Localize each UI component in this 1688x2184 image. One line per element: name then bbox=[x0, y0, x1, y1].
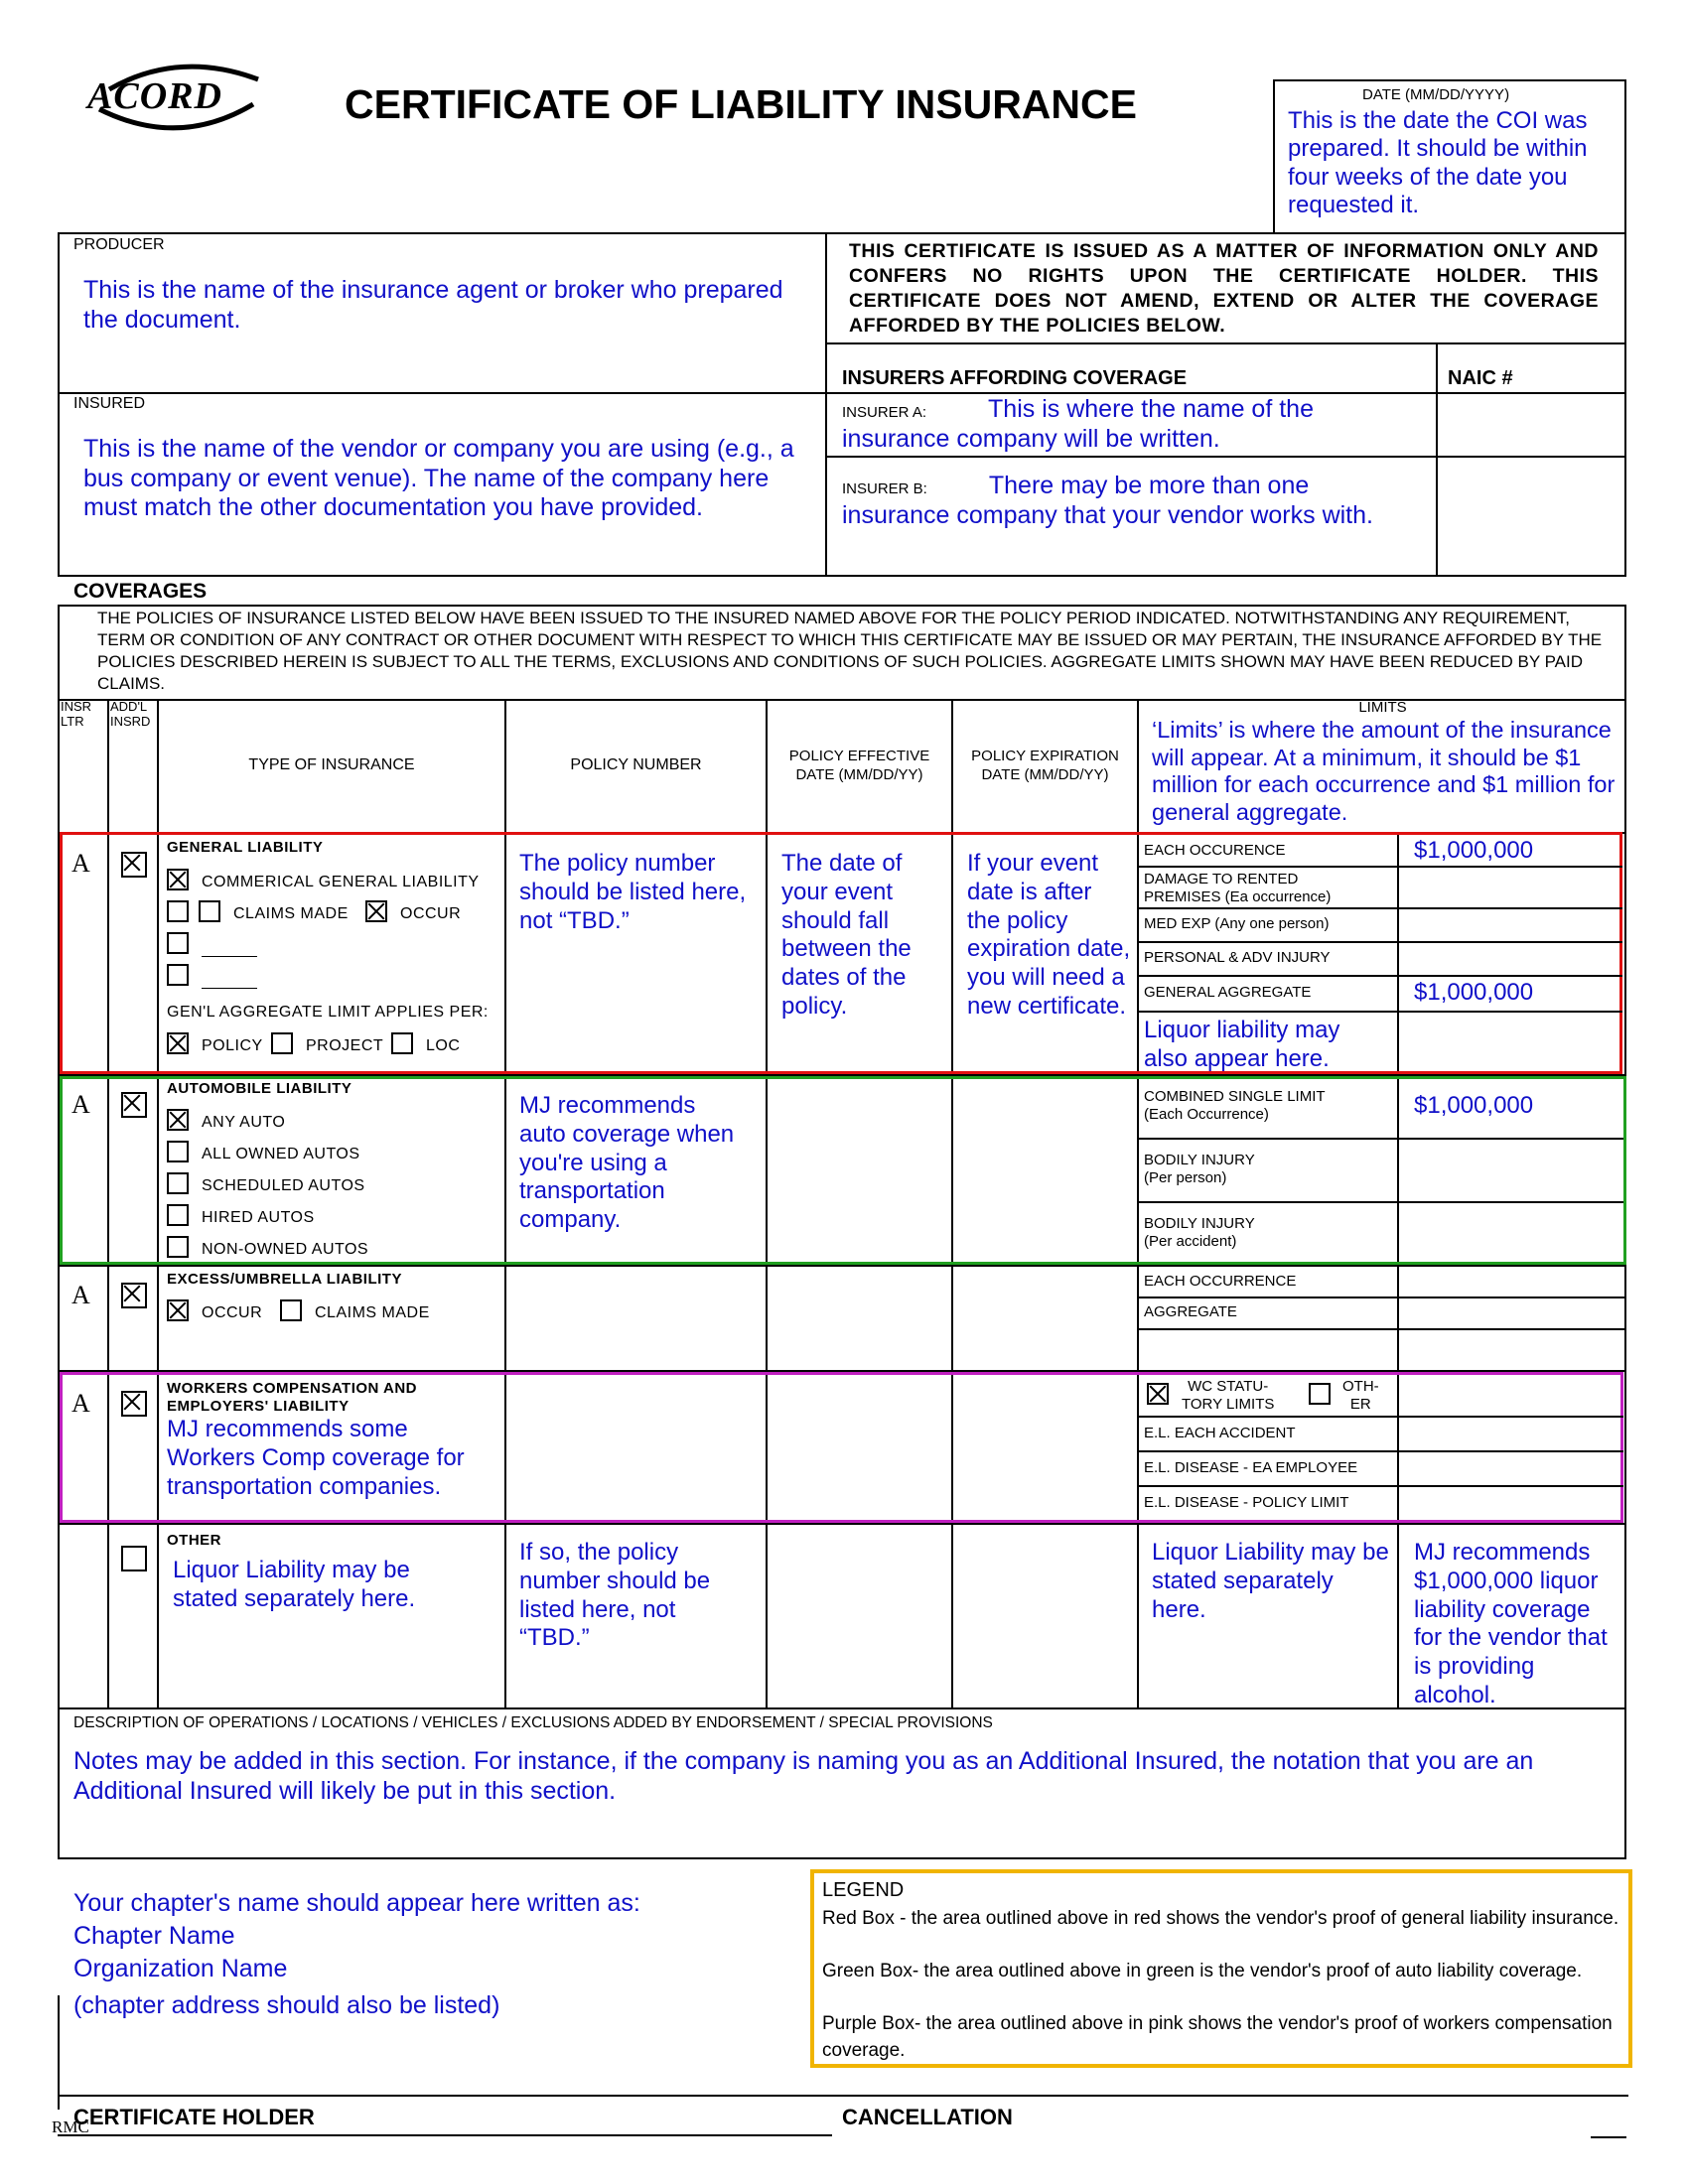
umbrella-occur-checkbox[interactable] bbox=[167, 1299, 189, 1321]
col-addl-insrd: ADD'L INSRD bbox=[110, 699, 151, 729]
holder-line-1: Your chapter's name should appear here written as: bbox=[73, 1889, 640, 1917]
col-expiration: POLICY EXPIRATION DATE (MM/DD/YY) bbox=[971, 748, 1119, 783]
other-policy-note: If so, the policy number should be listed here, not “TBD.” bbox=[519, 1539, 711, 1652]
insured-label: INSURED bbox=[73, 395, 146, 412]
insurer-a-label: INSURER A: bbox=[842, 404, 927, 421]
umbrella-insr-ltr: A bbox=[71, 1281, 90, 1309]
footer-code: RMC bbox=[52, 2117, 89, 2136]
logo-text: ACORD bbox=[87, 75, 222, 117]
gl-claims-made-label: CLAIMS MADE bbox=[233, 905, 349, 922]
coverages-heading: COVERAGES bbox=[73, 580, 208, 603]
wc-addl-checkbox[interactable] bbox=[121, 1391, 147, 1417]
other-limit-note-left: Liquor Liability may be stated separately here. bbox=[1152, 1539, 1389, 1623]
col-insr-ltr: INSR LTR bbox=[61, 699, 92, 729]
auto-hired-checkbox[interactable] bbox=[167, 1204, 189, 1226]
gl-loc-checkbox[interactable] bbox=[391, 1032, 413, 1054]
other-addl-checkbox[interactable] bbox=[121, 1546, 147, 1571]
wc-insr-ltr: A bbox=[71, 1389, 90, 1418]
gl-blank-checkbox-2[interactable] bbox=[167, 964, 189, 986]
gl-lim-med-exp: MED EXP (Any one person) bbox=[1144, 915, 1330, 932]
umbrella-claims-made-checkbox[interactable] bbox=[280, 1299, 302, 1321]
legend-red: Red Box - the area outlined above in red shows the vendor's proof of general liability insurance. bbox=[822, 1908, 1619, 1929]
auto-lim-csl-value: $1,000,000 bbox=[1414, 1092, 1534, 1119]
naic-label: NAIC # bbox=[1448, 367, 1513, 389]
umbrella-claims-made-label: CLAIMS MADE bbox=[315, 1304, 430, 1321]
auto-all-owned-label: ALL OWNED AUTOS bbox=[202, 1146, 360, 1162]
auto-any-checkbox[interactable] bbox=[167, 1109, 189, 1131]
gl-policy-label: POLICY bbox=[202, 1037, 263, 1054]
auto-scheduled-label: SCHEDULED AUTOS bbox=[202, 1177, 365, 1194]
description-note: Notes may be added in this section. For instance, if the company is naming you as an Additional Insured, the notation that you are an Additional Insured will likely be put in this section. bbox=[73, 1747, 1534, 1805]
wc-statutory-label: WC STATU- TORY LIMITS bbox=[1182, 1378, 1275, 1413]
insurer-a-note: This is where the name of the insurance company will be written. bbox=[842, 395, 1314, 453]
insured-note: This is the name of the vendor or company you are using (e.g., a bus company or event venue). The name of the company here must match the other documentation you have provided. bbox=[83, 435, 794, 521]
producer-label: PRODUCER bbox=[73, 236, 165, 253]
wc-other-label: OTH- ER bbox=[1342, 1378, 1379, 1413]
legend-green: Green Box- the area outlined above in green is the vendor's proof of auto liability coverage. bbox=[822, 1961, 1583, 1981]
wc-lim-disease-policy: E.L. DISEASE - POLICY LIMIT bbox=[1144, 1494, 1349, 1511]
gl-lim-each-occurence: EACH OCCURENCE bbox=[1144, 842, 1286, 859]
legend-title: LEGEND bbox=[822, 1879, 905, 1901]
gl-addl-checkbox[interactable] bbox=[121, 852, 147, 878]
insurer-b-note: There may be more than one insurance company that your vendor works with. bbox=[842, 472, 1373, 529]
insurer-a bbox=[842, 395, 1418, 454]
auto-policy-note: MJ recommends auto coverage when you're using a transportation company. bbox=[519, 1092, 735, 1234]
auto-title: AUTOMOBILE LIABILITY bbox=[167, 1080, 352, 1097]
umbrella-lim-aggregate: AGGREGATE bbox=[1144, 1303, 1237, 1320]
auto-liability-green-box bbox=[60, 1076, 1626, 1265]
cancellation-label: CANCELLATION bbox=[842, 2105, 1013, 2129]
gl-lim-personal: PERSONAL & ADV INJURY bbox=[1144, 949, 1331, 966]
col-effective: POLICY EFFECTIVE DATE (MM/DD/YY) bbox=[788, 748, 930, 783]
umbrella-title: EXCESS/UMBRELLA LIABILITY bbox=[167, 1271, 402, 1288]
gl-effective-note: The date of your event should fall between the dates of the policy. bbox=[781, 850, 912, 1020]
wc-note: MJ recommends some Workers Comp coverage for transportation companies. bbox=[167, 1416, 465, 1500]
gl-occur-label: OCCUR bbox=[400, 905, 462, 922]
col-type: TYPE OF INSURANCE bbox=[248, 756, 415, 773]
gl-expiration-note: If your event date is after the policy expiration date, you will need a new certificate. bbox=[967, 850, 1131, 1020]
wc-lim-each-accident: E.L. EACH ACCIDENT bbox=[1144, 1425, 1296, 1441]
limits-note: ‘Limits’ is where the amount of the insurance will appear. At a minimum, it should be $1 million for each occurrence and $1 million for general aggregate. bbox=[1152, 717, 1616, 826]
legend-purple: Purple Box- the area outlined above in pink shows the vendor's proof of workers compensation coverage. bbox=[822, 2013, 1613, 2061]
gl-policy-note: The policy number should be listed here, not “TBD.” bbox=[519, 850, 747, 934]
gl-policy-checkbox[interactable] bbox=[167, 1032, 189, 1054]
date-label: DATE (MM/DD/YYYY) bbox=[1362, 86, 1510, 103]
gl-loc-label: LOC bbox=[426, 1037, 461, 1054]
gl-lim-each-occurence-value: $1,000,000 bbox=[1414, 837, 1534, 864]
auto-lim-bi-accident: BODILY INJURY (Per accident) bbox=[1144, 1215, 1255, 1250]
umbrella-occur-label: OCCUR bbox=[202, 1304, 263, 1321]
wc-statutory-checkbox[interactable] bbox=[1147, 1383, 1169, 1405]
gl-insr-ltr: A bbox=[71, 849, 90, 878]
gl-commercial-label: COMMERICAL GENERAL LIABILITY bbox=[202, 874, 480, 890]
description-label: DESCRIPTION OF OPERATIONS / LOCATIONS / VEHICLES / EXCLUSIONS ADDED BY ENDORSEMENT / SPECIAL PROVISIONS bbox=[73, 1714, 993, 1731]
other-title: OTHER bbox=[167, 1532, 221, 1549]
auto-all-owned-checkbox[interactable] bbox=[167, 1141, 189, 1162]
col-limits: LIMITS bbox=[1358, 699, 1407, 716]
auto-scheduled-checkbox[interactable] bbox=[167, 1172, 189, 1194]
insurer-b-label: INSURER B: bbox=[842, 480, 927, 497]
gl-blank-checkbox-1[interactable] bbox=[167, 932, 189, 954]
gl-claims-made-checkbox-2[interactable] bbox=[199, 900, 220, 922]
gl-project-checkbox[interactable] bbox=[271, 1032, 293, 1054]
umbrella-lim-each: EACH OCCURRENCE bbox=[1144, 1273, 1297, 1290]
coverages-notice: THE POLICIES OF INSURANCE LISTED BELOW HAVE BEEN ISSUED TO THE INSURED NAMED ABOVE FOR THE POLICY PERIOD INDICATED. NOTWITHSTANDING ANY REQUIREMENT, TERM OR CONDITION OF ANY CONTRACT OR OTHER DOCUMENT WITH RESPECT TO WHICH THIS CERTIFICATE MAY BE ISSUED OR MAY PERTAIN, THE INSURANCE AFFORDED BY THE POLICIES DESCRIBED HEREIN IS SUBJECT TO ALL THE TERMS, EXCLUSIONS AND CONDITIONS OF SUCH POLICIES. AGGREGATE LIMITS SHOWN MAY HAVE BEEN REDUCED BY PAID CLAIMS. bbox=[97, 609, 1603, 693]
gl-lim-general-aggregate-value: $1,000,000 bbox=[1414, 979, 1534, 1006]
gl-occur-checkbox[interactable] bbox=[365, 900, 387, 922]
gl-project-label: PROJECT bbox=[306, 1037, 384, 1054]
insurer-b bbox=[842, 472, 1408, 530]
auto-any-label: ANY AUTO bbox=[202, 1114, 286, 1131]
gl-aggregate-applies: GEN'L AGGREGATE LIMIT APPLIES PER: bbox=[167, 1004, 489, 1021]
gl-lim-general-aggregate: GENERAL AGGREGATE bbox=[1144, 984, 1312, 1001]
insurers-heading: INSURERS AFFORDING COVERAGE bbox=[842, 367, 1188, 389]
auto-lim-csl: COMBINED SINGLE LIMIT (Each Occurrence) bbox=[1144, 1088, 1326, 1123]
other-limit-note-right: MJ recommends $1,000,000 liquor liability coverage for the vendor that is providing alcohol. bbox=[1414, 1539, 1608, 1708]
gl-claims-made-checkbox-1[interactable] bbox=[167, 900, 189, 922]
acord-logo bbox=[79, 55, 278, 139]
auto-addl-checkbox[interactable] bbox=[121, 1092, 147, 1118]
producer-note: This is the name of the insurance agent or broker who prepared the document. bbox=[83, 276, 783, 334]
wc-lim-disease-employee: E.L. DISEASE - EA EMPLOYEE bbox=[1144, 1459, 1358, 1476]
auto-lim-bi-person: BODILY INJURY (Per person) bbox=[1144, 1152, 1255, 1186]
other-note: Liquor Liability may be stated separately here. bbox=[173, 1557, 416, 1612]
wc-other-checkbox[interactable] bbox=[1309, 1383, 1331, 1405]
col-policy-number: POLICY NUMBER bbox=[570, 756, 702, 773]
holder-line-3: Organization Name bbox=[73, 1955, 288, 1982]
wc-title: WORKERS COMPENSATION AND EMPLOYERS' LIABILITY bbox=[167, 1380, 417, 1415]
gl-commercial-checkbox[interactable] bbox=[167, 869, 189, 890]
auto-non-owned-label: NON-OWNED AUTOS bbox=[202, 1241, 369, 1258]
certificate-notice: THIS CERTIFICATE IS ISSUED AS A MATTER OF INFORMATION ONLY AND CONFERS NO RIGHTS UPON THE CERTIFICATE HOLDER. THIS CERTIFICATE DOES NOT AMEND, EXTEND OR ALTER THE COVERAGE AFFORDED BY THE POLICIES BELOW. bbox=[849, 240, 1599, 337]
holder-line-4: (chapter address should also be listed) bbox=[73, 1991, 500, 2019]
date-note: This is the date the COI was prepared. It should be within four weeks of the date you requested it. bbox=[1288, 107, 1588, 218]
gl-lim-liquor-note: Liquor liability may also appear here. bbox=[1144, 1017, 1340, 1072]
gl-title: GENERAL LIABILITY bbox=[167, 839, 324, 856]
auto-hired-label: HIRED AUTOS bbox=[202, 1209, 315, 1226]
umbrella-addl-checkbox[interactable] bbox=[121, 1283, 147, 1308]
holder-line-2: Chapter Name bbox=[73, 1922, 235, 1950]
certificate-holder-label: CERTIFICATE HOLDER bbox=[73, 2105, 315, 2129]
gl-lim-damage: DAMAGE TO RENTED PREMISES (Ea occurrence) bbox=[1144, 871, 1332, 905]
auto-non-owned-checkbox[interactable] bbox=[167, 1236, 189, 1258]
page-title: CERTIFICATE OF LIABILITY INSURANCE bbox=[345, 81, 1137, 127]
auto-insr-ltr: A bbox=[71, 1090, 90, 1119]
